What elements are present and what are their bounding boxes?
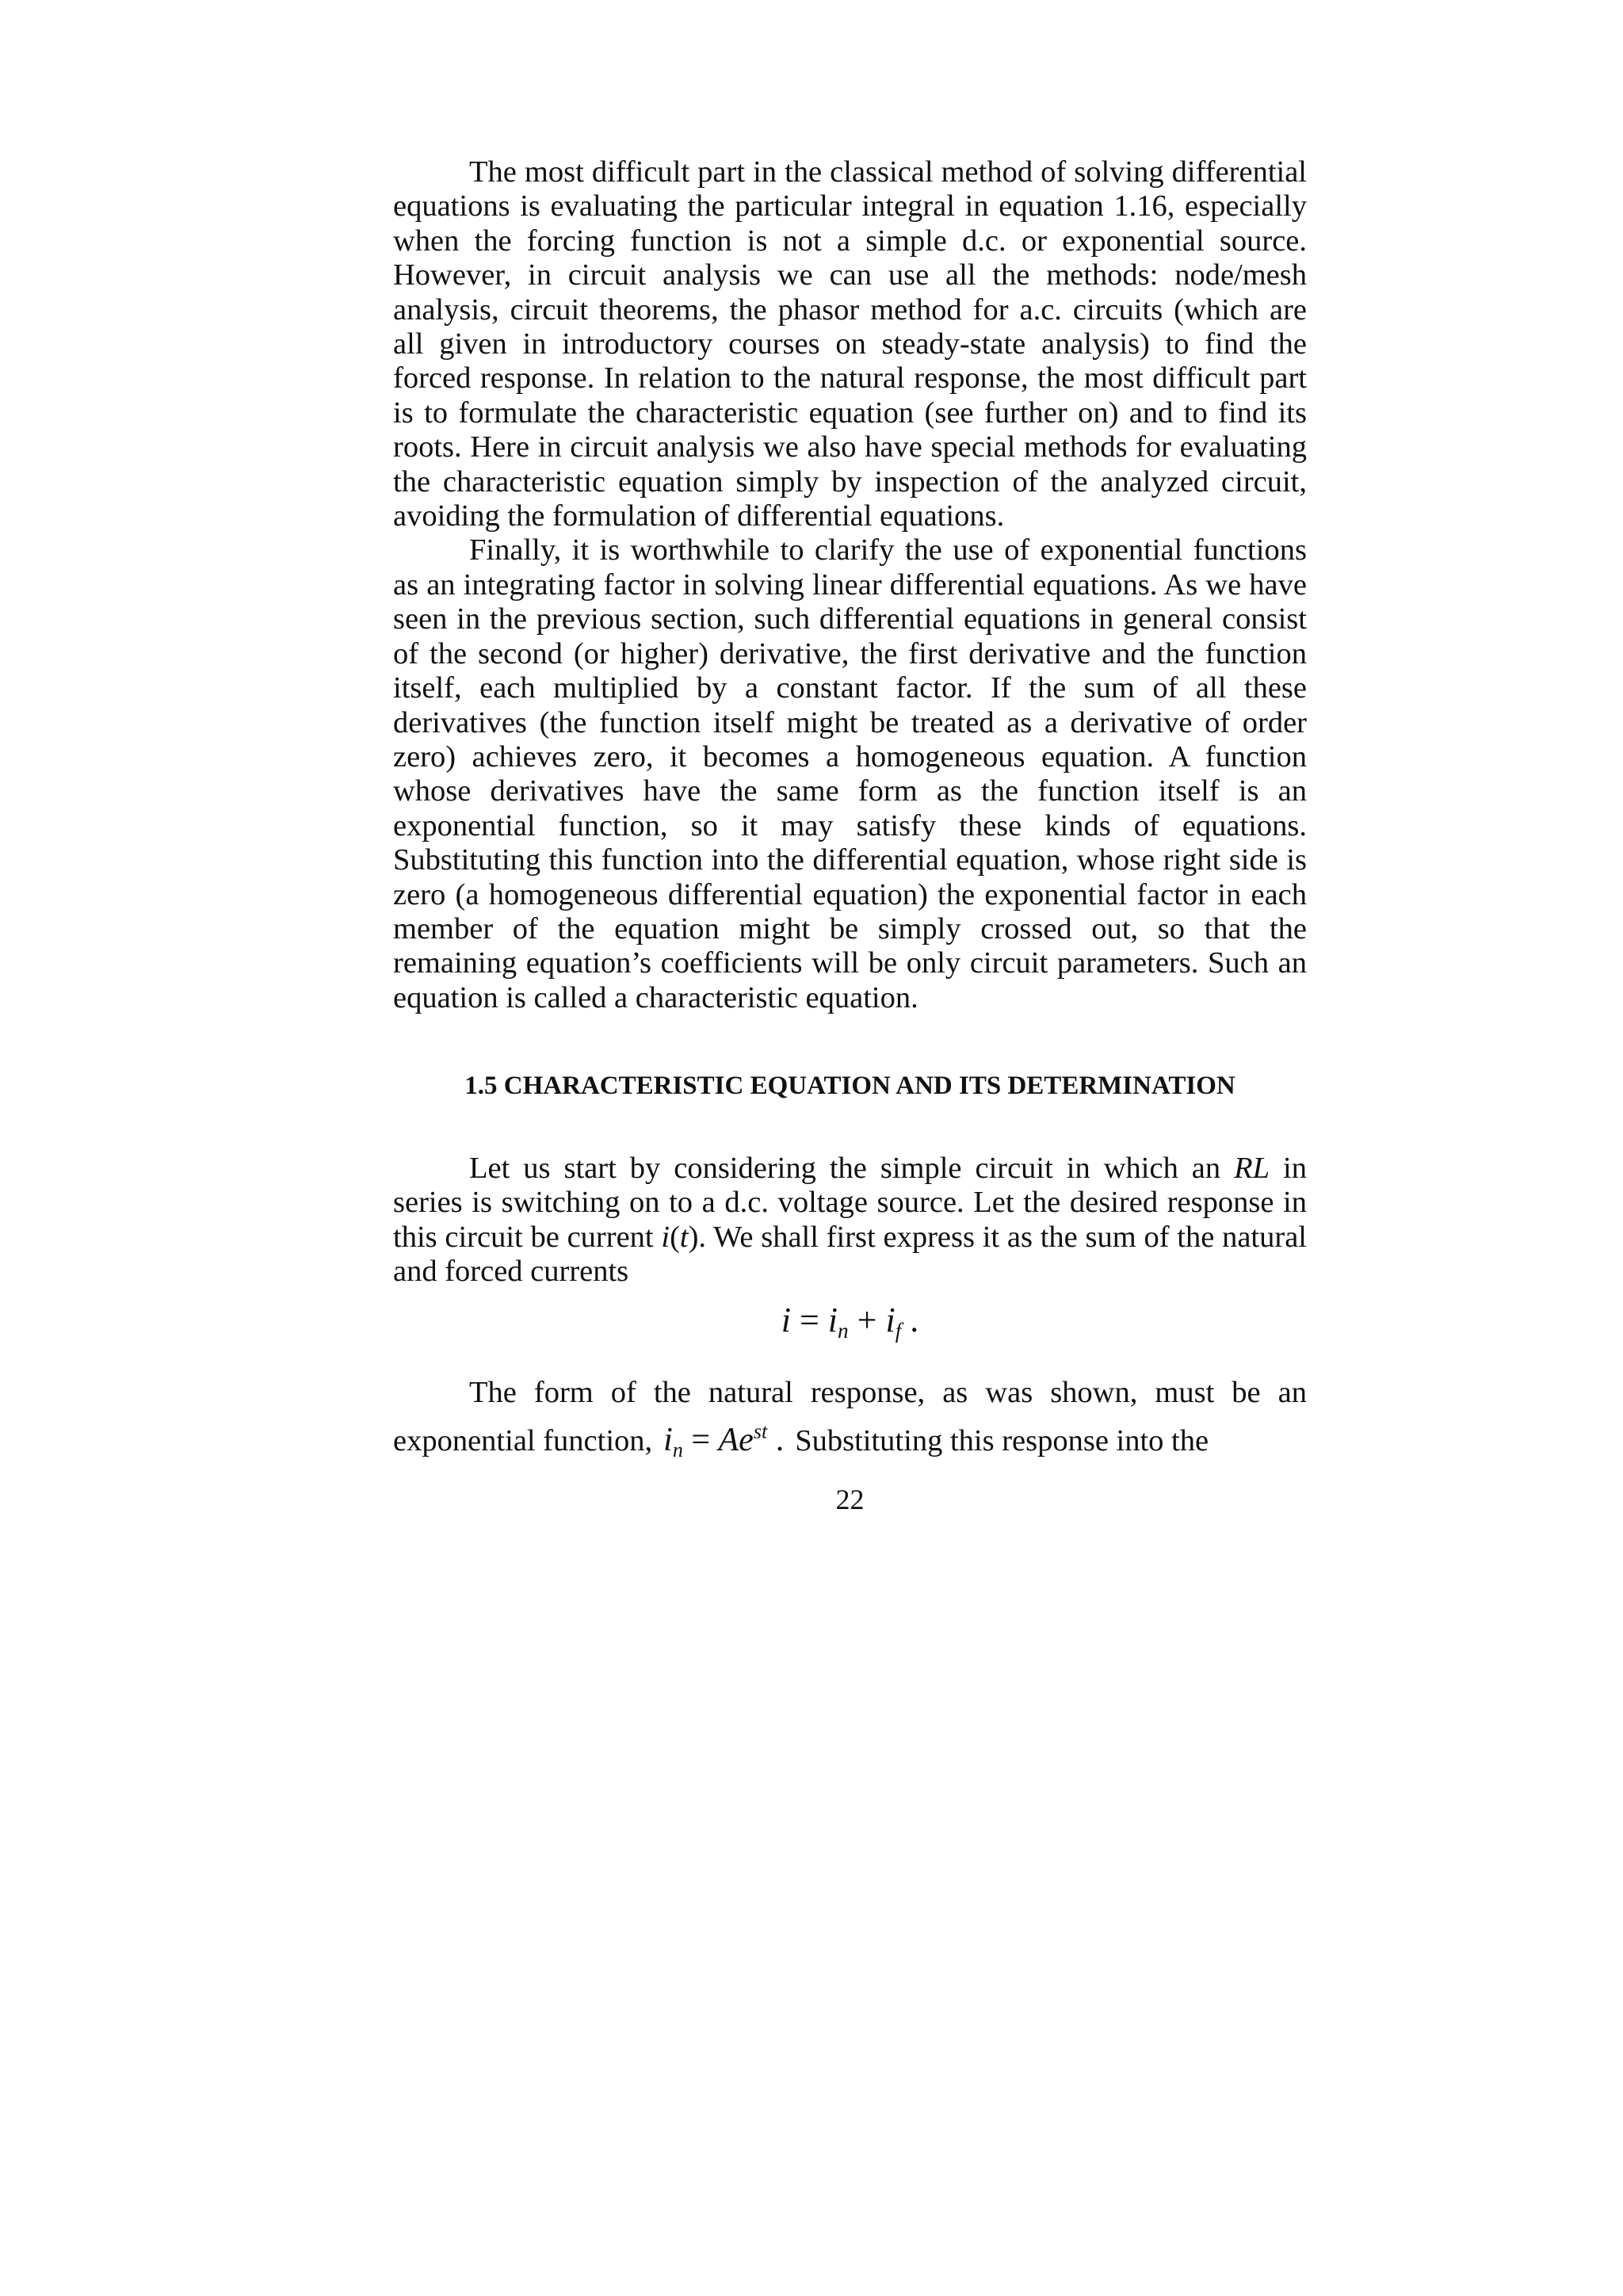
section-heading: 1.5 CHARACTERISTIC EQUATION AND ITS DETERMINATION — [464, 1072, 1235, 1100]
body-text-last — [393, 1369, 1307, 1465]
paragraph-natural-response: The form of the natural response, as was shown, must be an exponential function, $i_n = Ae^{st}$ . Substituting this response into the — [393, 1376, 1307, 1461]
paragraph-exponential-functions: Finally, it is worthwhile to clarify the use of exponential functions as an integrating factor in solving linear differential equations. As we have seen in the previous section, such differential equations in general consist of the second (or higher) derivative, the first derivative and the function itself, each multiplied by a constant factor. If the sum of all these derivatives (the function itself might be treated as a derivative of order zero) achieves zero, it becomes a homogeneous equation. A function whose derivatives have the same form as the function itself is an exponential function, so it may satisfy these kinds of equations. Substituting this function into the differential equation, whose right side is zero (a homogeneous differential equation) the exponential factor in each member of the equation might be simply crossed out, so that the remaining equation’s coefficients will be only circuit parameters. Such an equation is called a characteristic equation. — [393, 533, 1307, 1014]
page-number: 22 — [835, 1484, 865, 1515]
paragraph-rl-circuit: Let us start by considering the simple circuit in which an RL in series is switching on to a d.c. voltage source. Let the desired response in this circuit be current i(t). We shall first express it as the sum of the natural and forced currents — [393, 1152, 1307, 1289]
paragraph-classical-method: The most difficult part in the classical method of solving differential equations is evaluating the particular integral in equation 1.16, especially when the forcing function is not a simple d.c. or exponential source. However, in circuit analysis we can use all the methods: node/mesh analysis, circuit theorems, the phasor method for a.c. circuits (which are all given in introductory courses on steady-state analysis) to find the forced response. In relation to the natural response, the most difficult part is to formulate the characteristic equation (see further on) and to find its roots. Here in circuit analysis we also have special methods for evaluating the characteristic equation simply by inspection of the analyzed circuit, avoiding the formulation of differential equations. — [393, 155, 1307, 533]
display-equation-current-sum: $i = i_n + i_f$ . — [781, 1301, 919, 1343]
body-text-top — [393, 155, 1307, 1015]
body-text-bottom — [393, 1152, 1307, 1289]
inline-equation-natural-response: $i_n = Ae^{st}$ . — [663, 1419, 785, 1461]
rl-term: RL — [1234, 1152, 1270, 1185]
